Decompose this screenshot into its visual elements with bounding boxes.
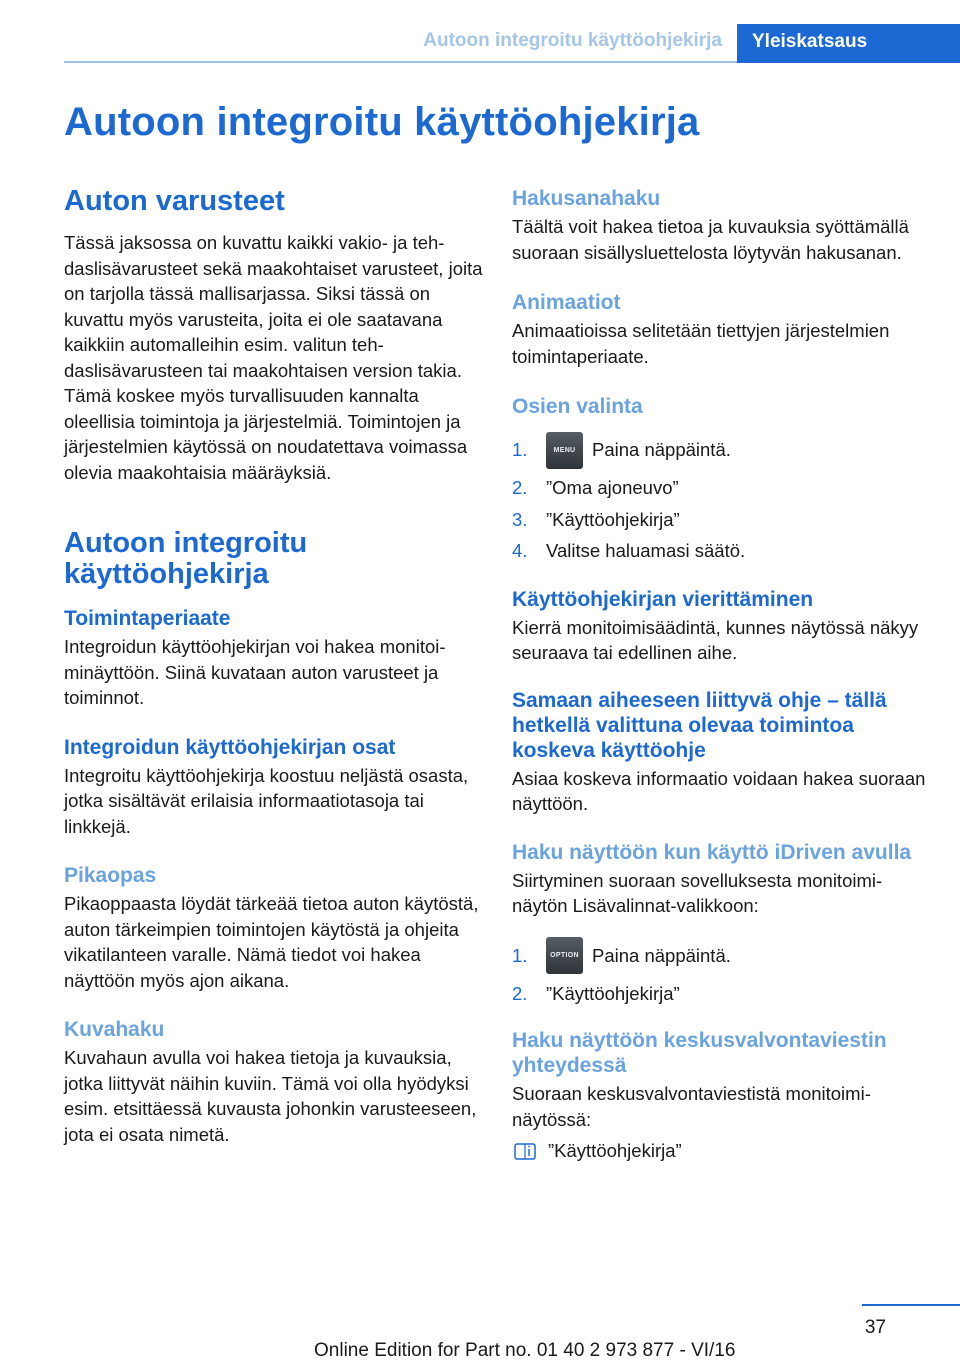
footer-edition: Online Edition for Part no. 01 40 2 973 877 - VI/16 xyxy=(314,1340,736,1361)
manual-title: Autoon integroitu käyttöohjekirja xyxy=(64,527,308,590)
menu-key-icon: MENU xyxy=(546,432,583,469)
right-column xyxy=(512,186,930,1164)
keyword-search-title: Hakusanahaku xyxy=(512,187,661,210)
equipment-text: Tässä jaksossa on kuvattu kaikki vakio- ja tehdaslisävarusteet sekä maakohtaiset varusteet, joita on tarjolla tässä mallisarjassa. Siksi tässä on kuvattu myös varusteita, joita ei ole saatavana kaikkiin automalleihin esim. valitun tehdaslisävarusteen tai maakohtaisen version takia. Tämä koskee myös turvallisuuden kannalta oleellisia toimintoja ja järjestelmiä. Toimintojen ja järjestelmien käytössä on noudatettava voimassa olevia maakohtaisia määräyksiä. xyxy=(64,232,483,483)
select-parts-title: Osien valinta xyxy=(512,395,643,418)
list-item xyxy=(512,538,930,564)
check-control-title: Haku näyttöön keskusvalvontaviestin yhteydessä xyxy=(512,1029,887,1077)
principle-text: Integroidun käyttöohjekirjan voi hakea monitoiminäyttöön. Siinä kuvataan auton varusteet ja toiminnot. xyxy=(64,636,446,708)
equipment-title: Auton varusteet xyxy=(64,185,285,217)
idrive-steps xyxy=(512,933,930,1007)
parts-title: Integroidun käyttöohjekirjan osat xyxy=(64,735,396,759)
context-help-title: Samaan aiheeseen liittyvä ohje – tällä hetkellä valittuna olevaa toimintoa koskeva käyttöohje xyxy=(512,688,887,762)
step-text: ”Käyttöohjekirja” xyxy=(546,982,680,1004)
check-control-text: Suoraan keskusvalvontaviestistä monitoiminäytössä: xyxy=(512,1083,871,1130)
select-parts-steps xyxy=(512,427,930,564)
header-tab-label: Yleiskatsaus xyxy=(752,31,868,52)
image-search-text: Kuvahaun avulla voi hakea tietoja ja kuvauksia, jotka liittyvät näihin kuviin. Tämä voi olla hyödyksi esim. etsittäessä kuvausta johonkin varusteeseen, jota ei osata nimetä. xyxy=(64,1047,477,1145)
list-item xyxy=(512,933,930,979)
left-column xyxy=(64,186,486,1147)
quick-guide-title: Pikaopas xyxy=(64,864,157,887)
step-text: Valitse haluamasi säätö. xyxy=(546,540,746,561)
scroll-text: Kierrä monitoimisäädintä, kunnes näytössä näkyy seuraava tai edellinen aihe. xyxy=(512,616,919,663)
page-title: Autoon integroitu käyttöohjekirja xyxy=(64,100,700,144)
animations-text: Animaatioissa selitetään tiettyjen järjestelmien toimintaperiaate. xyxy=(512,320,890,367)
step-number: 2. xyxy=(512,477,528,498)
page-number: 37 xyxy=(864,1317,886,1338)
footer-rule xyxy=(862,1304,960,1306)
step-number: 4. xyxy=(512,540,528,561)
step-number: 1. xyxy=(512,439,528,461)
principle-title: Toimintaperiaate xyxy=(64,607,231,630)
step-text: ”Oma ajoneuvo” xyxy=(546,477,679,498)
context-help-text: Asiaa koskeva informaatio voidaan hakea suoraan näyttöön. xyxy=(512,767,926,814)
quick-guide-text: Pikaoppaasta löydät tärkeää tietoa auton käytöstä, auton tärkeimpien toimintojen käytöstä ja ohjeita vikatilanteen varalle. Nämä tiedot voi hakea näyttöön myös ajon aikana. xyxy=(64,893,479,991)
header-tab xyxy=(737,24,960,63)
list-item xyxy=(512,427,930,473)
step-text: Paina näppäintä. xyxy=(592,944,731,966)
parts-text: Integroitu käyttöohjekirja koostuu neljästä osasta, jotka sisältävät erilaisia informaatiotasoja tai linkkejä. xyxy=(64,764,469,837)
animations-title: Animaatiot xyxy=(512,291,621,314)
list-item xyxy=(512,981,930,1007)
keyword-search-text: Täältä voit hakea tietoa ja kuvauksia syöttämällä suoraan sisällysluettelosta löytyvän hakusanan. xyxy=(512,216,909,263)
step-number: 1. xyxy=(512,944,528,966)
list-item xyxy=(512,507,930,533)
idrive-text: Siirtyminen suoraan sovelluksesta monitoiminäytön Lisävalinnat-valikkoon: xyxy=(512,869,883,916)
option-key-icon: OPTION xyxy=(546,937,583,974)
header-section-title: Autoon integroitu käyttöohjekirja xyxy=(423,30,722,51)
step-text: ”Käyttöohjekirja” xyxy=(546,508,680,530)
scroll-title: Käyttöohjekirjan vierittäminen xyxy=(512,587,814,611)
list-item xyxy=(512,475,930,501)
step-number: 3. xyxy=(512,508,528,530)
idrive-title: Haku näyttöön kun käyttö iDriven avulla xyxy=(512,840,912,864)
step-text: Paina näppäintä. xyxy=(592,439,731,461)
image-search-title: Kuvahaku xyxy=(64,1018,165,1041)
check-control-item-text: ”Käyttöohjekirja” xyxy=(548,1140,682,1161)
check-control-item xyxy=(512,1138,930,1164)
manual-book-icon xyxy=(512,1141,546,1161)
step-number: 2. xyxy=(512,982,528,1004)
